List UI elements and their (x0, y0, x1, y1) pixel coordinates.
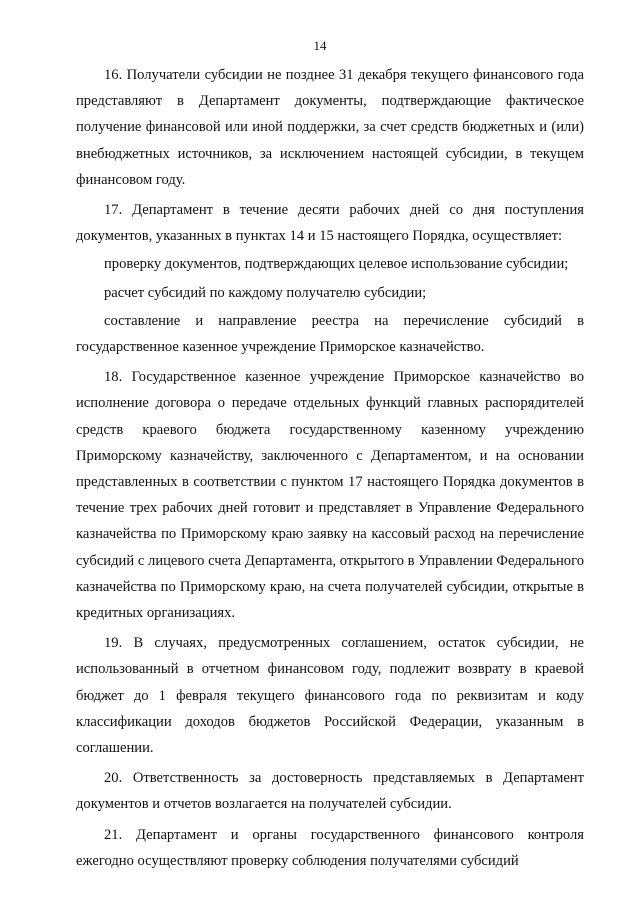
paragraph-18: 18. Государственное казенное учреждение Приморское казначейство во исполнение договора о передаче отдельных функций главных распорядителей средств краевого бюджета государственному казенному учреждению Приморскому казначейству, заключенного с Департаментом, и на основании представленных в соответствии с пунктом 17 настоящего Порядка документов в течение трех рабочих дней готовит и представляет в Управление Федерального казначейства по Приморскому краю заявку на кассовый расход на перечисление субсидий с лицевого счета Департамента, открытого в Управлении Федерального казначейства по Приморскому краю, на счета получателей субсидии, открытые в кредитных организациях. (76, 369, 584, 622)
page-number: 14 (313, 38, 327, 53)
document-body (76, 62, 584, 876)
paragraph-16: 16. Получатели субсидии не позднее 31 декабря текущего финансового года представляют в Департамент документы, подтверждающие фактическое получение финансовой или иной поддержки, за счет средств бюджетных и (или) внебюджетных источников, за исключением настоящей субсидии, в текущем финансовом году. (76, 67, 584, 188)
paragraph-21: 21. Департамент и органы государственного финансового контроля ежегодно осуществляют проверку соблюдения получателями субсидий (76, 826, 584, 869)
paragraph-17-item-1: проверку документов, подтверждающих целевое использование субсидии; (104, 256, 569, 273)
paragraph-17-item-2: расчет субсидий по каждому получателю субсидии; (104, 284, 427, 301)
paragraph-19: 19. В случаях, предусмотренных соглашением, остаток субсидии, не использованный в отчетном финансовом году, подлежит возврату в краевой бюджет до 1 февраля текущего финансового года по реквизитам и коду классификации доходов бюджетов Российской Федерации, указанным в соглашении. (76, 635, 584, 757)
paragraph-17-item-3: составление и направление реестра на перечисление субсидий в государственное казенное учреждение Приморское казначейство. (76, 312, 584, 356)
paragraph-20: 20. Ответственность за достоверность представляемых в Департамент документов и отчетов возлагается на получателей субсидии. (76, 770, 584, 813)
paragraph-17: 17. Департамент в течение десяти рабочих дней со дня поступления документов, указанных в пунктах 14 и 15 настоящего Порядка, осуществляет: (76, 202, 584, 245)
